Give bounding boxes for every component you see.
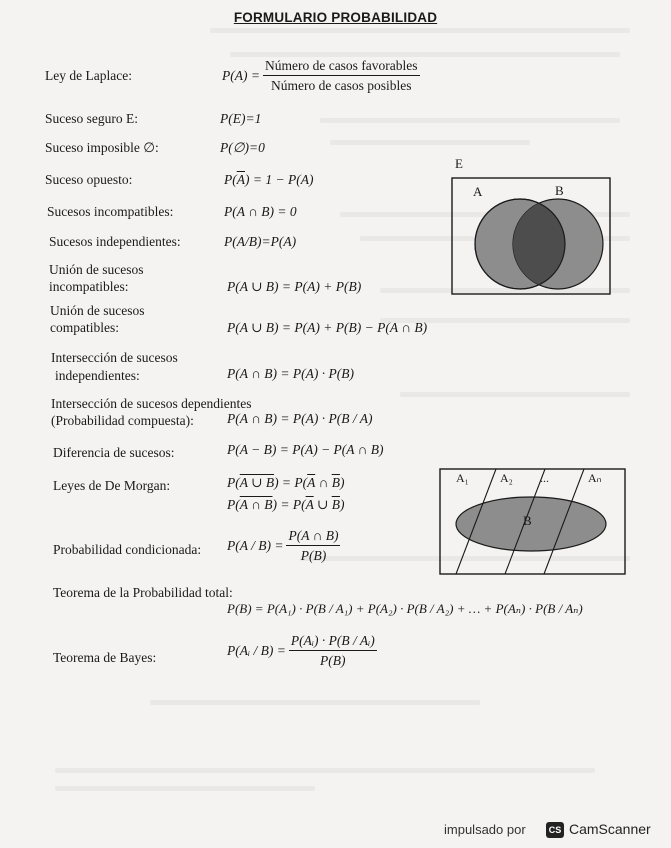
suceso-opuesto-label: Suceso opuesto: — [45, 172, 133, 187]
bayes-numerator: P(Aᵢ) · P(B / Aᵢ) — [289, 632, 377, 651]
venn-diagram — [448, 154, 614, 296]
bayes-denominator: P(B) — [320, 653, 346, 668]
suceso-seguro-formula: P(E)=1 — [220, 111, 262, 126]
suceso-opuesto-formula: $P(\overline{A}) = 1 - P(A)$ — [224, 172, 314, 187]
probabilidad-total-label: Teorema de la Probabilidad total: — [53, 585, 233, 600]
laplace-formula — [222, 57, 420, 94]
suceso-imposible-formula: P(∅)=0 — [220, 140, 265, 155]
condicionada-label: Probabilidad condicionada: — [53, 542, 202, 557]
suceso-imposible-label: Suceso imposible ∅: — [45, 140, 159, 155]
union-compatibles-label-2: compatibles: — [50, 320, 119, 335]
incompatibles-formula: P(A ∩ B) = 0 — [224, 204, 297, 219]
bayes-formula: P(Aᵢ / B) = $\frac{\text{P(Aᵢ) · P(B / Aᵢ)}}{P(B)}$ — [227, 633, 375, 668]
interseccion-dependientes-label-2: (Probabilidad compuesta): — [51, 413, 194, 428]
union-incompatibles-formula: P(A ∪ B) = P(A) + P(B) — [227, 279, 362, 294]
venn-label-b: B — [555, 183, 564, 198]
union-compatibles-formula: P(A ∪ B) = P(A) + P(B) − P(A ∩ B) — [227, 320, 428, 335]
partition-label-b: B — [523, 513, 532, 528]
union-incompatibles-label-2: incompatibles: — [49, 279, 129, 294]
de-morgan-label: Leyes de De Morgan: — [53, 478, 171, 493]
interseccion-dependientes-label-1: Intersección de sucesos dependientes — [51, 396, 252, 411]
footer-brand: CamScanner — [569, 821, 651, 837]
laplace-denominator: Número de casos posibles — [270, 78, 412, 93]
partition-label-a1: A₁ — [456, 471, 469, 485]
venn-universe-label: E — [455, 156, 463, 171]
laplace-lhs: P(A) = — [222, 68, 260, 83]
probabilidad-total-formula: P(B) = P(A₁) · P(B / A₁) + P(A₂) · P(B / A₂) + … + P(Aₙ) · P(B / Aₙ) — [227, 601, 583, 616]
union-compatibles-label-1: Unión de sucesos — [50, 303, 145, 318]
footer-powered-by: impulsado por — [444, 822, 526, 837]
independientes-formula: P(A/B)=P(A) — [224, 234, 297, 249]
condicionada-numerator: P(A ∩ B) — [286, 527, 340, 546]
incompatibles-label: Sucesos incompatibles: — [47, 204, 174, 219]
condicionada-denominator: P(B) — [300, 548, 327, 563]
bayes-label: Teorema de Bayes: — [53, 650, 157, 665]
de-morgan-formula-1: P(A ∪ $B) = P(\overline{A}$ ∩ $\overline{B}$) — [227, 475, 345, 490]
partition-label-dots: ... — [540, 471, 549, 485]
page-title: FORMULARIO PROBABILIDAD — [233, 10, 438, 25]
diferencia-label: Diferencia de sucesos: — [53, 445, 175, 460]
independientes-label: Sucesos independientes: — [49, 234, 181, 249]
partition-label-an: Aₙ — [588, 471, 602, 485]
laplace-numerator: Número de casos favorables — [263, 57, 420, 76]
interseccion-dependientes-formula: P(A ∩ B) = P(A) · P(B / A) — [227, 411, 373, 426]
suceso-seguro-label: Suceso seguro E: — [45, 111, 138, 126]
partition-diagram — [438, 467, 628, 577]
interseccion-independientes-formula: P(A ∩ B) = P(A) · P(B) — [227, 366, 354, 381]
camscanner-logo-icon: CS — [546, 822, 564, 838]
interseccion-independientes-label-2: independientes: — [55, 368, 140, 383]
union-incompatibles-label-1: Unión de sucesos — [49, 262, 144, 277]
partition-label-a2: A₂ — [500, 471, 513, 485]
venn-label-a: A — [473, 184, 483, 199]
de-morgan-formula-2: P(A ∩ $B) = P(\overline{A}$ ∪ $\overline{B}$) — [227, 497, 345, 512]
laplace-label: Ley de Laplace: — [45, 68, 132, 83]
condicionada-formula: P(A / B) = $\frac{P(A \cap B)}{P(B)}$ — [227, 528, 339, 563]
interseccion-independientes-label-1: Intersección de sucesos — [51, 350, 178, 365]
diferencia-formula: P(A − B) = P(A) − P(A ∩ B) — [227, 442, 384, 457]
